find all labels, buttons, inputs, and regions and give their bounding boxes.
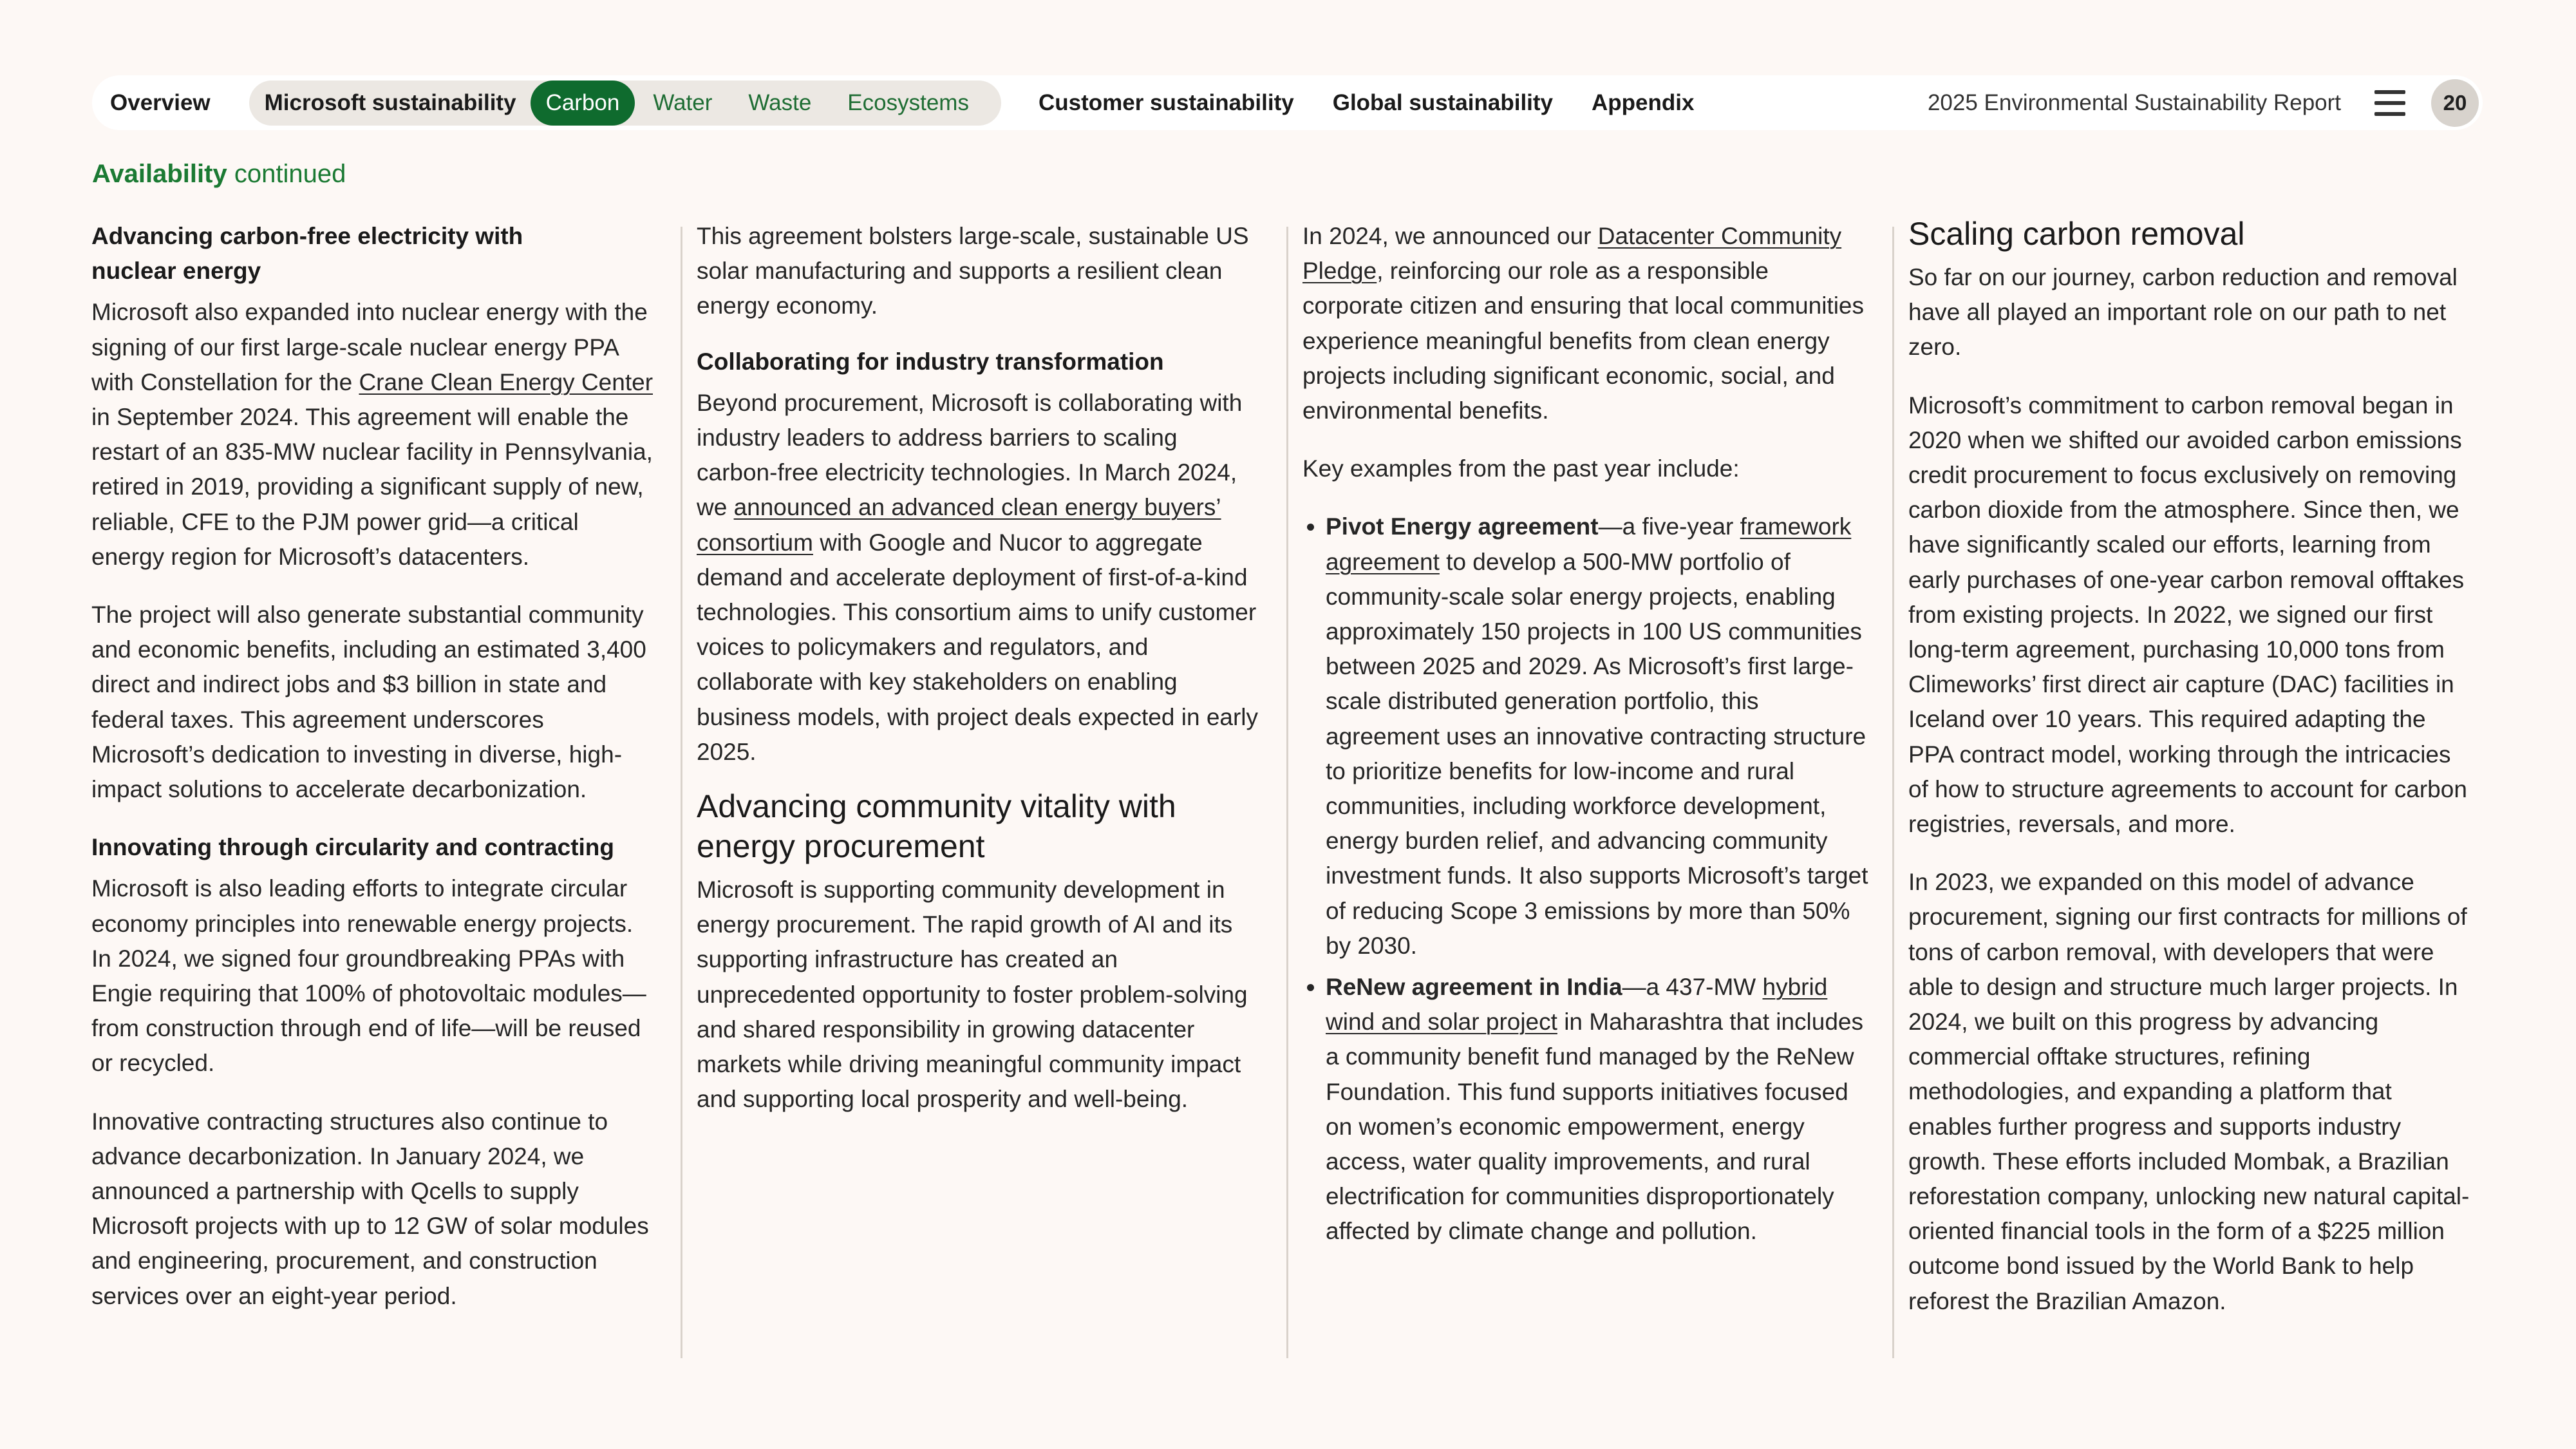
heading-community-vitality: Advancing community vitality with energy procurement	[697, 788, 1176, 865]
column-divider	[681, 227, 682, 1358]
nav-overview[interactable]: Overview	[110, 90, 211, 115]
nav-right-area	[1928, 75, 2483, 130]
list-item	[1326, 970, 1869, 1249]
top-navigation	[92, 75, 2483, 130]
nav-tab-waste[interactable]: Waste	[748, 90, 812, 115]
text: to develop a 500-MW portfolio of community-scale solar energy projects, enabling approximately 150 projects in 100 US communities between 2025 and 2029. As Microsoft’s first large-scale distributed generation portfolio, this agreement uses an innovative contracting structure to prioritize benefits for low-income and rural communities, including workforce development, energy burden relief, and advancing community investment funds. It also supports Microsoft’s target of reducing Scope 3 emissions by more than 50% by 2030.	[1326, 548, 1868, 959]
paragraph	[91, 295, 658, 574]
heading-nuclear-line1: Advancing carbon-free electricity with	[91, 223, 523, 249]
text: —a five-year	[1598, 513, 1740, 540]
consortium-link[interactable]: announced an advanced clean energy buyers’ consortium	[697, 494, 1221, 556]
nav-group-microsoft-sustainability	[249, 80, 1001, 126]
paragraph: Microsoft is also leading efforts to integrate circular economy principles into renewable energy projects. In 2024, we signed four groundbreaking PPAs with Engie requiring that 100% of photovoltaic modules—from construction through end of life—will be reused or recycled.	[91, 875, 646, 1077]
paragraph: The project will also generate substantial community and economic benefits, including an estimated 3,400 direct and indirect jobs and $3 billion in state and federal taxes. This agreement underscores Microsoft’s dedication to investing in diverse, high-impact solutions to accelerate decarbonization.	[91, 601, 646, 803]
paragraph: Microsoft is supporting community development in energy procurement. The rapid growth of AI and its supporting infrastructure has created an unprecedented opportunity to foster problem-solving and shared responsibility in growing datacenter markets while driving meaningful community impact and supporting local prosperity and well-being.	[697, 876, 1248, 1113]
nav-appendix[interactable]: Appendix	[1592, 90, 1695, 115]
paragraph: This agreement bolsters large-scale, sustainable US solar manufacturing and supports a resilient clean energy economy.	[697, 223, 1249, 319]
report-title: 2025 Environmental Sustainability Report	[1927, 90, 2341, 115]
text: Beyond procurement, Microsoft is collaborating with industry leaders to address barriers to scaling carbon-free electricity technologies. In March 2024, we	[697, 389, 1243, 521]
column-4	[1908, 216, 2475, 1342]
crane-clean-energy-link[interactable]: Crane Clean Energy Center	[359, 368, 653, 395]
text: —a 437-MW	[1622, 974, 1763, 1001]
text: Microsoft also expanded into nuclear energy with the signing of our first large-scale nuclear energy PPA with Constellation for the	[91, 299, 648, 395]
nav-tab-water[interactable]: Water	[653, 90, 713, 115]
nav-tab-carbon[interactable]: Carbon	[531, 80, 635, 126]
heading-scaling-carbon-removal: Scaling carbon removal	[1908, 216, 2245, 252]
text: in September 2024. This agreement will enable the restart of an 835-MW nuclear facility in Pennsylvania, retired in 2019, providing a significant supply of new, reliable, CFE to the PJM power grid—a critical energy region for Microsoft’s datacenters.	[91, 404, 653, 570]
text: in Maharashtra that includes a community benefit fund managed by the ReNew Foundation. This fund supports initiatives focused on women’s economic empowerment, energy access, water quality improvements, and rural electrification for communities disproportionately affected by climate change and pollution.	[1326, 1009, 1864, 1245]
text: with Google and Nucor to aggregate demand and accelerate deployment of first-of-a-kind technologies. This consortium aims to unify customer voices to policymakers and regulators, and collaborate with key stakeholders on enabling business models, with project deals expected in early 2025.	[697, 529, 1259, 765]
bullet-title: ReNew agreement in India	[1326, 974, 1622, 1001]
column-divider	[1892, 227, 1894, 1358]
heading-collaborating: Collaborating for industry transformation	[697, 348, 1164, 375]
paragraph: So far on our journey, carbon reduction and removal have all played an important role on our path to net zero.	[1908, 264, 2458, 361]
column-3	[1302, 219, 1869, 1256]
heading-nuclear-line2: nuclear energy	[91, 258, 261, 285]
nav-global-sustainability[interactable]: Global sustainability	[1332, 90, 1554, 115]
list-item	[1326, 509, 1869, 963]
paragraph: Microsoft’s commitment to carbon removal began in 2020 when we shifted our avoided carbon emissions credit procurement to focus exclusively on removing carbon dioxide from the atmosphere. Since then, we have significantly scaled our efforts, learning from early purchases of one-year carbon removal offtakes from existing projects. In 2022, we signed our first long-term agreement, purchasing 10,000 tons from Climeworks’ first direct air capture (DAC) facilities in Iceland over 10 years. This required adapting the PPA contract model, working through the intricacies of how to structure agreements to account for carbon registries, reversals, and more.	[1908, 392, 2467, 838]
paragraph	[697, 386, 1263, 770]
paragraph: Key examples from the past year include:	[1302, 455, 1740, 482]
hybrid-wind-solar-link[interactable]: hybrid wind and solar project	[1326, 974, 1828, 1036]
paragraph: Innovative contracting structures also continue to advance decarbonization. In January 2024, we announced a partnership with Qcells to supply Microsoft projects with up to 12 GW of solar modules and engineering, procurement, and construction services over an eight-year period.	[91, 1108, 649, 1309]
section-title: Availability	[92, 160, 227, 188]
nav-tab-ecosystems[interactable]: Ecosystems	[847, 90, 969, 115]
datacenter-community-pledge-link[interactable]: Datacenter Community Pledge	[1302, 223, 1842, 285]
examples-list	[1302, 509, 1869, 1249]
nav-microsoft-sustainability[interactable]: Microsoft sustainability	[264, 90, 516, 115]
section-heading	[92, 160, 346, 189]
hamburger-menu-icon[interactable]	[2374, 90, 2405, 116]
text: , reinforcing our role as a responsible corporate citizen and ensuring that local communities experience meaningful benefits from clean energy projects including significant economic, social, and environmental benefits.	[1302, 258, 1865, 424]
text: In 2024, we announced our	[1302, 223, 1598, 249]
nav-customer-sustainability[interactable]: Customer sustainability	[1038, 90, 1294, 115]
column-divider	[1286, 227, 1288, 1358]
column-2	[697, 219, 1263, 1140]
paragraph	[1302, 219, 1869, 428]
heading-circularity: Innovating through circularity and contracting	[91, 834, 614, 861]
bullet-title: Pivot Energy agreement	[1326, 513, 1599, 540]
column-1	[91, 219, 658, 1337]
heading-nuclear	[91, 219, 658, 289]
page-number-badge: 20	[2431, 79, 2479, 127]
paragraph: In 2023, we expanded on this model of advance procurement, signing our first contracts for millions of tons of carbon removal, with developers that were able to design and structure much larger projects. In 2024, we built on this progress by advancing commercial offtake structures, refining methodologies, and expanding a platform that enables further progress and supports industry growth. These efforts included Mombak, a Brazilian reforestation company, unlocking new natural capital-oriented financial tools in the form of a $225 million outcome bond issued by the World Bank to help reforest the Brazilian Amazon.	[1908, 869, 2470, 1314]
section-title-suffix: continued	[234, 160, 346, 188]
framework-agreement-link[interactable]: framework agreement	[1326, 513, 1852, 575]
